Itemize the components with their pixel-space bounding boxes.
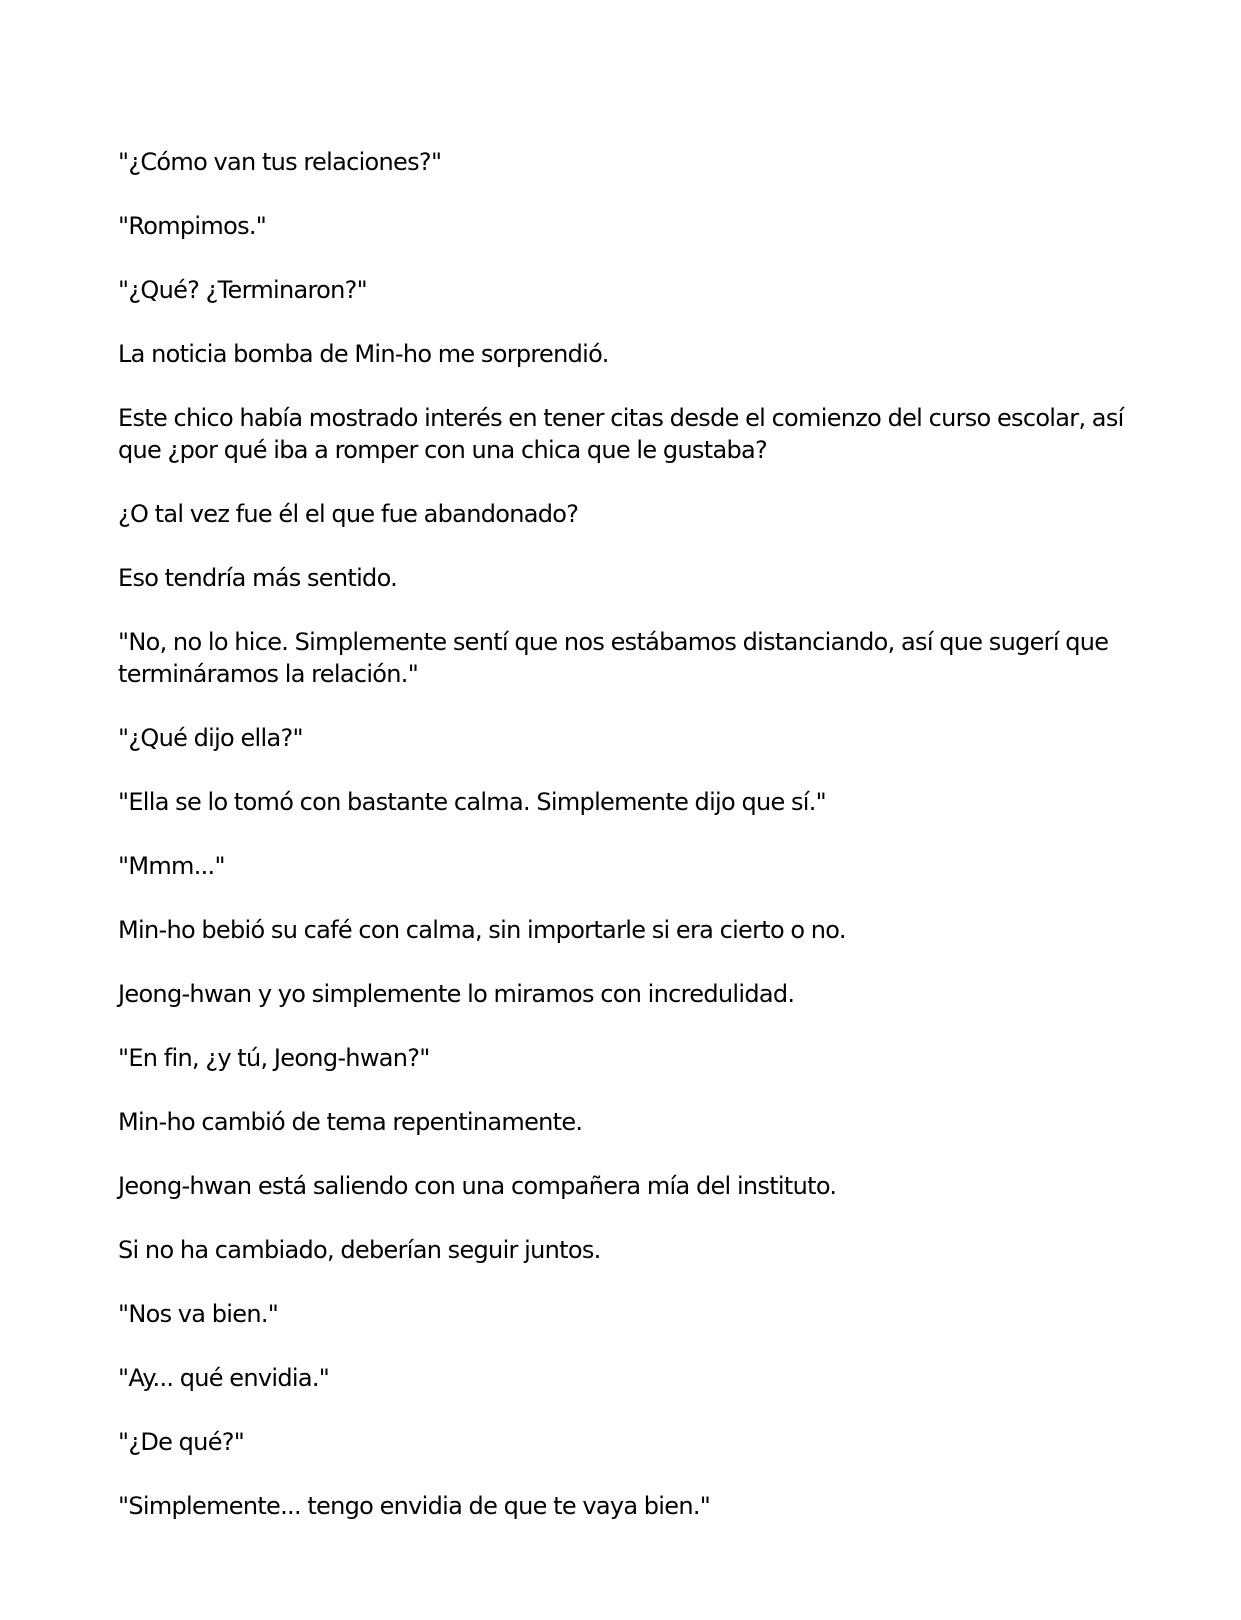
paragraph: La noticia bomba de Min-ho me sorprendió. — [118, 340, 609, 368]
paragraph: Jeong-hwan está saliendo con una compañera mía del instituto. — [118, 1172, 837, 1200]
paragraph: "En fin, ¿y tú, Jeong-hwan?" — [118, 1044, 430, 1072]
paragraph: "Rompimos." — [118, 212, 267, 240]
paragraph: ¿O tal vez fue él el que fue abandonado? — [118, 500, 579, 528]
paragraph: Jeong-hwan y yo simplemente lo miramos con incredulidad. — [118, 980, 795, 1008]
paragraph: "No, no lo hice. Simplemente sentí que nos estábamos distanciando, así que sugerí que termináramos la relación." — [118, 628, 1109, 688]
paragraph: "¿Qué dijo ella?" — [118, 724, 303, 752]
paragraph: Si no ha cambiado, deberían seguir juntos. — [118, 1236, 601, 1264]
paragraph: "Ella se lo tomó con bastante calma. Simplemente dijo que sí." — [118, 788, 827, 816]
paragraph: Eso tendría más sentido. — [118, 564, 398, 592]
paragraph: Este chico había mostrado interés en tener citas desde el comienzo del curso escolar, así que ¿por qué iba a romper con una chica que le gustaba? — [118, 404, 1124, 464]
paragraph: "Nos va bien." — [118, 1300, 279, 1328]
paragraph: "¿De qué?" — [118, 1428, 245, 1456]
document-body — [118, 146, 1128, 1554]
paragraph: "Mmm..." — [118, 852, 225, 880]
paragraph: "¿Cómo van tus relaciones?" — [118, 148, 442, 176]
paragraph: "¿Qué? ¿Terminaron?" — [118, 276, 368, 304]
paragraph: Min-ho cambió de tema repentinamente. — [118, 1108, 583, 1136]
paragraph: "Ay... qué envidia." — [118, 1364, 330, 1392]
paragraph: "Simplemente... tengo envidia de que te vaya bien." — [118, 1492, 711, 1520]
paragraph: Min-ho bebió su café con calma, sin importarle si era cierto o no. — [118, 916, 846, 944]
